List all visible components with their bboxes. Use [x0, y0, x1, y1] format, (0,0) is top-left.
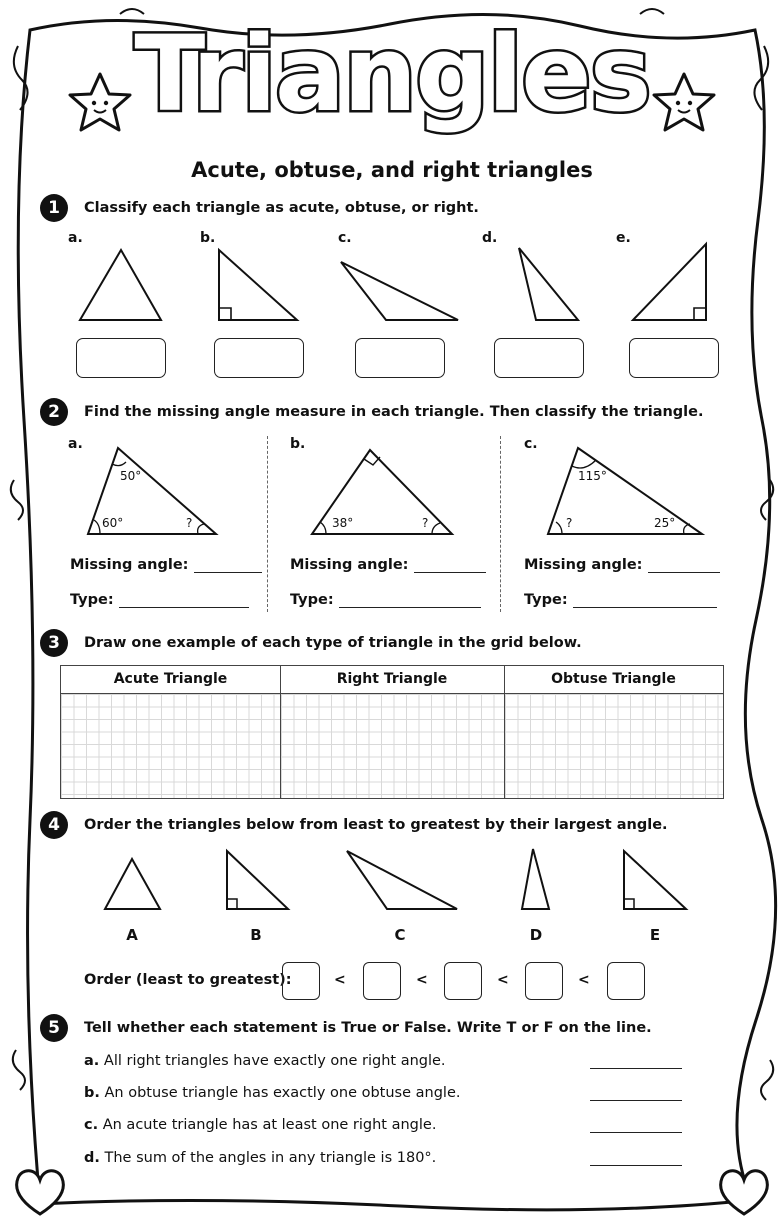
part-label: e.: [616, 230, 631, 246]
answer-box[interactable]: [629, 338, 719, 378]
question-instruction: Draw one example of each type of triangle in the grid below.: [84, 635, 582, 651]
type-row: [524, 592, 717, 608]
part-label: a.: [68, 436, 83, 452]
less-than-symbol: <: [416, 972, 428, 988]
part-label: b.: [200, 230, 216, 246]
answer-line[interactable]: [573, 607, 717, 608]
less-than-symbol: <: [578, 972, 590, 988]
angle-label: 50°: [120, 469, 142, 483]
drawing-area[interactable]: [61, 694, 280, 798]
question-number: 5: [40, 1014, 68, 1042]
statement: [84, 1150, 436, 1166]
triangle-letter: B: [250, 926, 262, 944]
page-title: Triangles: [134, 13, 650, 135]
question-number: 1: [40, 194, 68, 222]
statement-label: d.: [84, 1150, 100, 1166]
triangle-letter: A: [126, 926, 138, 944]
type-label: Type:: [290, 592, 334, 608]
angle-label: 115°: [578, 469, 607, 483]
less-than-symbol: <: [334, 972, 346, 988]
triangle-letter: D: [529, 926, 543, 944]
triangle-E: [624, 851, 686, 909]
answer-box[interactable]: [494, 338, 584, 378]
angle-label: ?: [422, 516, 429, 530]
q4-triangles: [0, 845, 784, 915]
part-label: b.: [290, 436, 306, 452]
triangle-letter: E: [649, 926, 661, 944]
angle-label: ?: [566, 516, 573, 530]
order-box[interactable]: [282, 962, 320, 1000]
answer-line[interactable]: [119, 607, 249, 608]
angle-label: ?: [186, 516, 193, 530]
statement-text: An obtuse triangle has exactly one obtuse angle.: [104, 1085, 461, 1101]
grid-header: Acute Triangle: [61, 666, 280, 694]
right-triangle: [219, 250, 297, 320]
missing-angle-row: [70, 557, 262, 573]
triangle-A: [105, 859, 160, 909]
part-label: c.: [338, 230, 352, 246]
less-than-symbol: <: [497, 972, 509, 988]
answer-line[interactable]: [590, 1100, 682, 1101]
drawing-area[interactable]: [281, 694, 504, 798]
triangle-B: [227, 851, 288, 909]
grid-header: Right Triangle: [280, 666, 504, 694]
answer-box[interactable]: [214, 338, 304, 378]
grid-divider: [280, 666, 281, 798]
question-number: 2: [40, 398, 68, 426]
order-label: Order (least to greatest):: [84, 972, 292, 988]
statement: [84, 1053, 446, 1069]
answer-line[interactable]: [590, 1068, 682, 1069]
order-box[interactable]: [363, 962, 401, 1000]
type-row: [290, 592, 481, 608]
answer-line[interactable]: [590, 1132, 682, 1133]
answer-line[interactable]: [339, 607, 481, 608]
statement: [84, 1085, 460, 1101]
question-number: 4: [40, 811, 68, 839]
question-instruction: Order the triangles below from least to greatest by their largest angle.: [84, 817, 668, 833]
missing-angle-row: [290, 557, 486, 573]
part-label: c.: [524, 436, 538, 452]
type-row: [70, 592, 249, 608]
angle-label: 38°: [332, 516, 354, 530]
part-label: d.: [482, 230, 498, 246]
grid-divider: [504, 666, 505, 798]
question-instruction: Tell whether each statement is True or False. Write T or F on the line.: [84, 1020, 652, 1036]
q1-triangles: [0, 240, 784, 330]
missing-angle-label: Missing angle:: [70, 557, 189, 573]
right-triangle-flipped: [633, 244, 706, 320]
missing-angle-label: Missing angle:: [290, 557, 409, 573]
obtuse-triangle: [341, 262, 458, 320]
part-label: a.: [68, 230, 83, 246]
angle-label: 60°: [102, 516, 124, 530]
acute-narrow-triangle: [519, 248, 578, 320]
angle-label: 25°: [654, 516, 676, 530]
statement-label: c.: [84, 1117, 99, 1133]
triangle-D: [522, 849, 549, 909]
answer-line[interactable]: [590, 1165, 682, 1166]
answer-box[interactable]: [355, 338, 445, 378]
statement: [84, 1117, 436, 1133]
question-number: 3: [40, 629, 68, 657]
order-box[interactable]: [444, 962, 482, 1000]
page-subtitle: Acute, obtuse, and right triangles: [191, 158, 593, 182]
answer-line[interactable]: [648, 572, 720, 573]
type-label: Type:: [524, 592, 568, 608]
statement-text: The sum of the angles in any triangle is 180°.: [104, 1150, 437, 1166]
triangle-C: [347, 851, 457, 909]
drawing-area[interactable]: [505, 694, 723, 798]
drawing-grid: [60, 665, 724, 799]
type-label: Type:: [70, 592, 114, 608]
acute-triangle: [80, 250, 161, 320]
grid-header: Obtuse Triangle: [504, 666, 723, 694]
question-instruction: Classify each triangle as acute, obtuse, or right.: [84, 200, 479, 216]
answer-line[interactable]: [194, 572, 262, 573]
triangle-letter: C: [394, 926, 406, 944]
answer-box[interactable]: [76, 338, 166, 378]
order-box[interactable]: [607, 962, 645, 1000]
statement-label: b.: [84, 1085, 100, 1101]
missing-angle-row: [524, 557, 720, 573]
question-instruction: Find the missing angle measure in each triangle. Then classify the triangle.: [84, 404, 704, 420]
answer-line[interactable]: [414, 572, 486, 573]
heart-icon: [10, 1160, 70, 1220]
heart-icon: [714, 1160, 774, 1220]
statement-text: An acute triangle has at least one right angle.: [102, 1117, 437, 1133]
statement-text: All right triangles have exactly one right angle.: [103, 1053, 446, 1069]
missing-angle-label: Missing angle:: [524, 557, 643, 573]
order-box[interactable]: [525, 962, 563, 1000]
statement-label: a.: [84, 1053, 100, 1069]
